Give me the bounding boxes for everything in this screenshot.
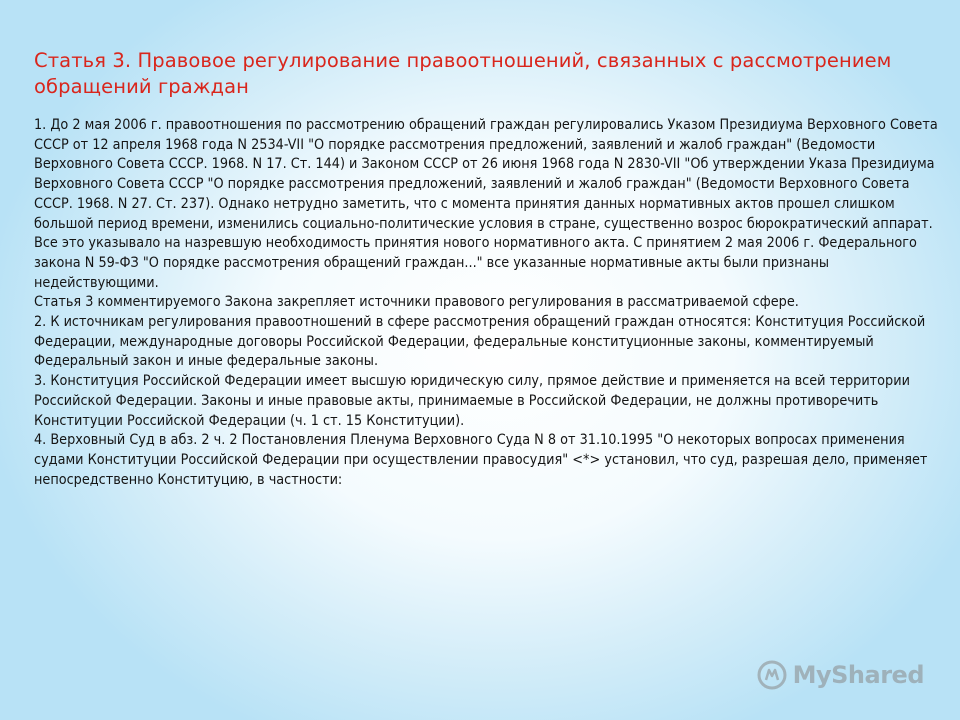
paragraph-5: 4. Верховный Суд в абз. 2 ч. 2 Постановления Пленума Верховного Суда N 8 от 31.10.1995 "О некоторых вопросах применения судами Конституции Российской Федерации при осуществлении правосудия" <*> установил, что суд, разрешая дело, применяет непосредственно Конституцию, в частности: — [34, 432, 928, 488]
paragraph-4: 3. Конституция Российской Федерации имеет высшую юридическую силу, прямое действие и применяется на всей территории Российской Федерации. Законы и иные правовые акты, принимаемые в Российской Федерации, не должны противоречить Конституции Российской Федерации (ч. 1 ст. 15 Конституции). — [34, 373, 910, 429]
watermark-text: MyShared — [792, 661, 924, 689]
myshared-watermark — [757, 660, 924, 690]
paragraph-3: 2. К источникам регулирования правоотношений в сфере рассмотрения обращений граждан относятся: Конституция Российской Федерации, международные договоры Российской Федерации, федеральные конституционные законы, комментируемый Федеральный закон и иные федеральные законы. — [34, 314, 926, 370]
slide-body — [34, 116, 940, 490]
paragraph-2: Статья 3 комментируемого Закона закрепляет источники правового регулирования в рассматриваемой сфере. — [34, 294, 799, 311]
slide-title: Статья 3. Правовое регулирование правоотношений, связанных с рассмотрением обращений граждан — [34, 49, 892, 98]
myshared-logo-icon — [757, 660, 787, 690]
paragraph-1: 1. До 2 мая 2006 г. правоотношения по рассмотрению обращений граждан регулировались Указом Президиума Верховного Совета СССР от 12 апреля 1968 года N 2534-VII "О порядке рассмотрения предложений, заявлений и жалоб граждан" (Ведомости Верховного Совета СССР. 1968. N 17. Ст. 144) и Законом СССР от 26 июня 1968 года N 2830-VII "Об утверждении Указа Президиума Верховного Совета СССР "О порядке рассмотрения предложений, заявлений и жалоб граждан" (Ведомости Верховного Совета СССР. 1968. N 27. Ст. 237). Однако нетрудно заметить, что с момента принятия данных нормативных актов прошел слишком большой период времени, изменились социально-политические условия в стране, существенно возрос бюрократический аппарат. Все это указывало на назревшую необходимость принятия нового нормативного акта. С принятием 2 мая 2006 г. Федерального закона N 59-ФЗ "О порядке рассмотрения обращений граждан..." все указанные нормативные акты были признаны недействующими. — [34, 117, 938, 291]
